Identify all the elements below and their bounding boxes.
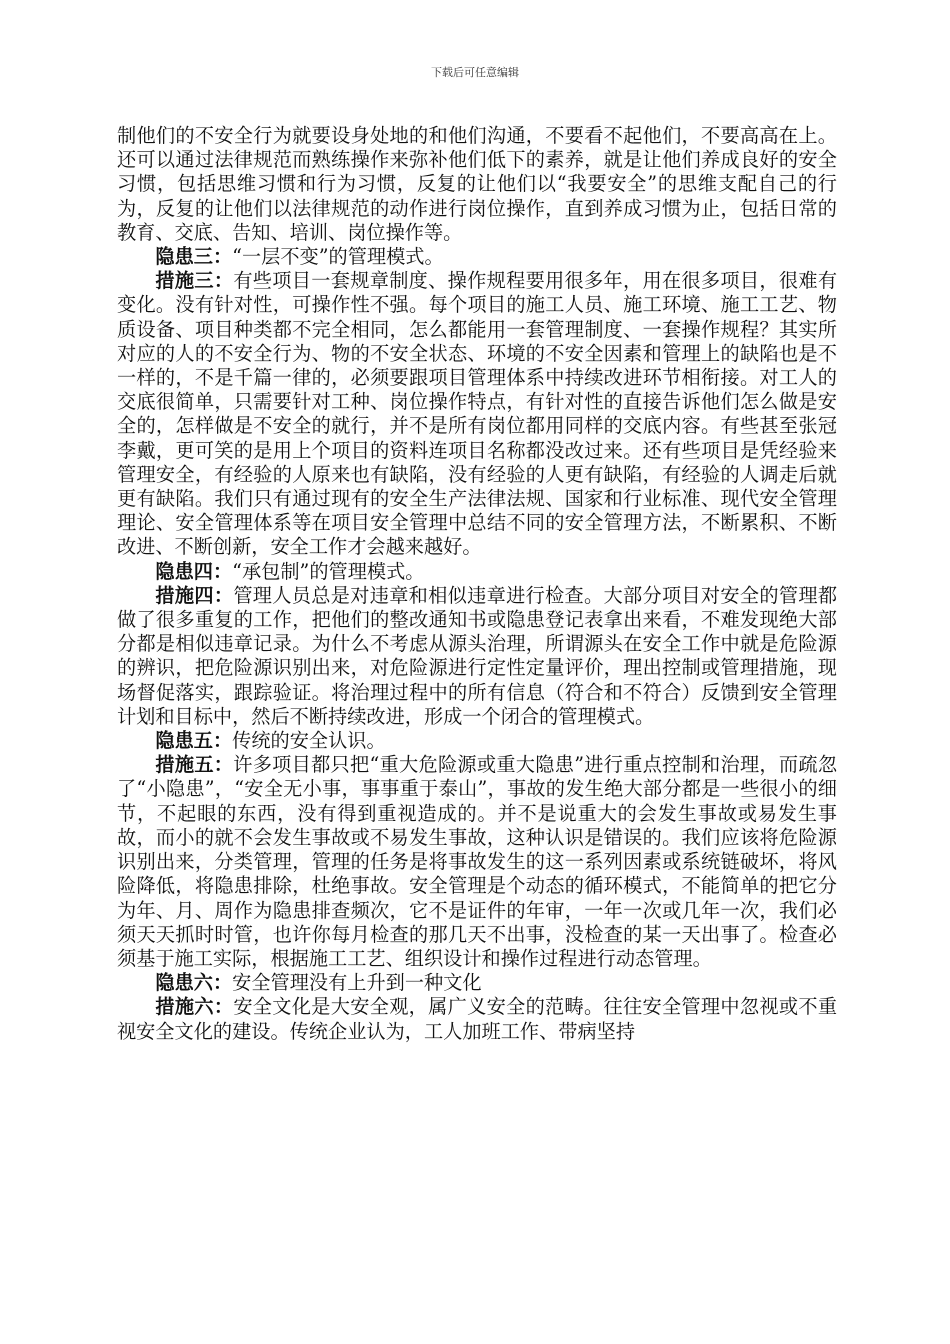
paragraph-label: 隐患六：	[155, 971, 233, 995]
paragraph-text: 管理人员总是对违章和相似违章进行检查。大部分项目对安全的管理都做了很多重复的工作，把他们的整改通知书或隐患登记表拿出来看，不难发现绝大部分都是相似违章记录。为什么不考虑从源头治理，所谓源头在安全工作中就是危险源的辨识，把危险源识别出来，对危险源进行定性定量评价，理出控制或管理措施，现场督促落实，跟踪验证。将治理过程中的所有信息（符合和不符合）反馈到安全管理计划和目标中，然后不断持续改进，形成一个闭合的管理模式。	[117, 583, 838, 728]
paragraph	[117, 269, 837, 559]
paragraph-label: 措施三：	[155, 269, 234, 293]
paragraph-label: 措施六：	[155, 995, 234, 1019]
paragraph-text: 安全管理没有上升到一种文化	[232, 971, 482, 995]
paragraph-label: 措施四：	[155, 583, 234, 607]
paragraph-label: 隐患三：	[155, 245, 233, 269]
paragraph-text: 许多项目都只把“重大危险源或重大隐患”进行重点控制和治理，而疏忽了“小隐患”，“安全无小事，事事重于泰山”，事故的发生绝大部分都是一些很小的细节，不起眼的东西，没有得到重视造成的。并不是说重大的会发生事故或易发生事故，而小的就不会发生事故或不易发生事故，这种认识是错误的。我们应该将危险源识别出来，分类管理，管理的任务是将事故发生的这一系列因素或系统链破坏，将风险降低，将隐患排除，杜绝事故。安全管理是个动态的循环模式，不能简单的把它分为年、月、周作为隐患排查频次，它不是证件的年审，一年一次或几年一次，我们必须天天抓时时管，也许你每月检查的那几天不出事，没检查的某一天出事了。检查必须基于施工实际，根据施工工艺、组织设计和操作过程进行动态管理。	[117, 753, 838, 970]
paragraph-text: 有些项目一套规章制度、操作规程要用很多年，用在很多项目，很难有变化。没有针对性，可操作性不强。每个项目的施工人员、施工环境、施工工艺、物质设备、项目种类都不完全相同，怎么都能用一套管理制度、一套操作规程？其实所对应的人的不安全行为、物的不安全状态、环境的不安全因素和管理上的缺陷也是不一样的，不是千篇一律的，必须要跟项目管理体系中持续改进环节相衔接。对工人的交底很简单，只需要针对工种、岗位操作特点，有针对性的直接告诉他们怎么做是安全的，怎样做是不安全的就行，并不是所有岗位都用同样的交底内容。有些甚至张冠李戴，更可笑的是用上个项目的资料连项目名称都没改过来。还有些项目是凭经验来管理安全，有经验的人原来也有缺陷，没有经验的人更有缺陷，有经验的人调走后就更有缺陷。我们只有通过现有的安全生产法律法规、国家和行业标准、现代安全管理理论、安全管理体系等在项目安全管理中总结不同的安全管理方法，不断累积、不断改进、不断创新，安全工作才会越来越好。	[117, 269, 838, 559]
paragraph-text: 传统的安全认识。	[232, 729, 386, 753]
paragraph-text: 安全文化是大安全观，属广义安全的范畴。往往安全管理中忽视或不重视安全文化的建设。传统企业认为，工人加班工作、带病坚持	[117, 995, 838, 1043]
paragraph	[117, 245, 837, 269]
paragraph-text: “一层不变”的管理模式。	[232, 245, 444, 269]
paragraph	[117, 995, 837, 1043]
paragraph	[117, 971, 837, 995]
paragraph	[117, 753, 837, 971]
paragraph	[117, 124, 837, 245]
page-header: 下载后可任意编辑	[431, 66, 519, 79]
paragraph-label: 隐患四：	[155, 559, 233, 583]
paragraph	[117, 584, 837, 729]
paragraph	[117, 729, 837, 753]
paragraph-label: 隐患五：	[155, 729, 233, 753]
paragraph-text: 制他们的不安全行为就要设身处地的和他们沟通，不要看不起他们，不要高高在上。还可以通过法律规范而熟练操作来弥补他们低下的素养，就是让他们养成良好的安全习惯，包括思维习惯和行为习惯，反复的让他们以“我要安全”的思维支配自己的行为，反复的让他们以法律规范的动作进行岗位操作，直到养成习惯为止，包括日常的教育、交底、告知、培训、岗位操作等。	[117, 124, 837, 244]
paragraph-label: 措施五：	[155, 753, 234, 777]
paragraph-text: “承包制”的管理模式。	[232, 559, 425, 583]
document-body	[117, 124, 837, 1044]
paragraph	[117, 560, 837, 584]
